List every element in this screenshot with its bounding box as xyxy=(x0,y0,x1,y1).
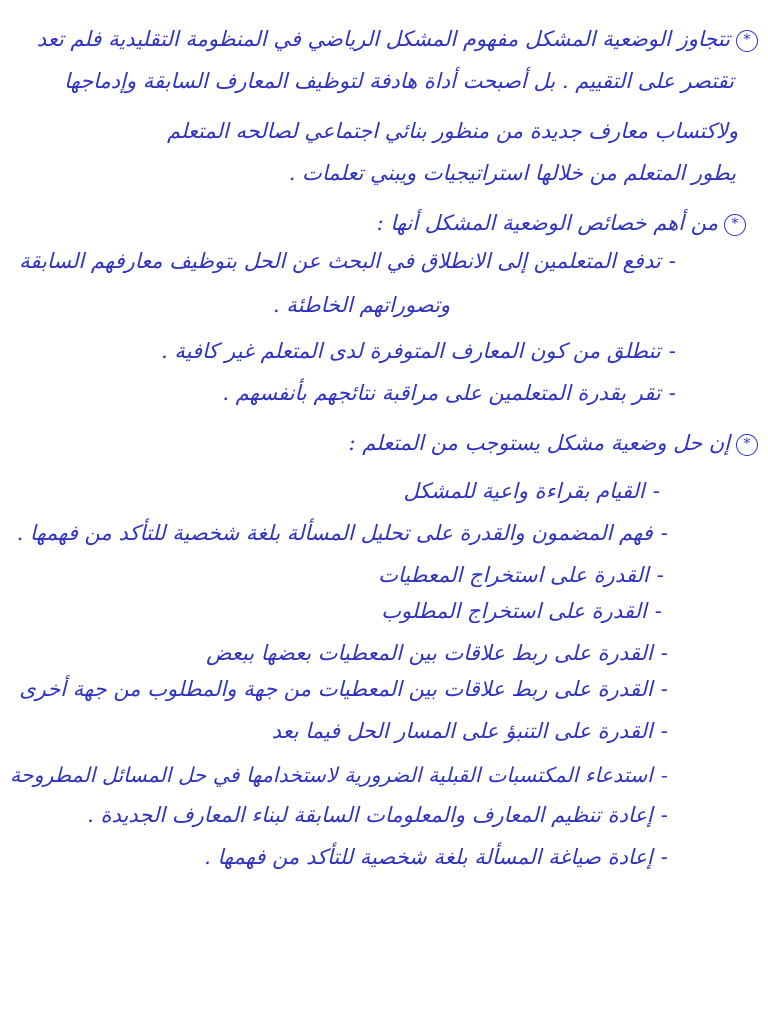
section1-line-4 xyxy=(289,158,736,188)
section3-item-5-text: القدرة على ربط علاقات بين المعطيات بعضها ببعض xyxy=(206,641,653,665)
section3-item-4: -القدرة على استخراج المطلوب xyxy=(381,599,662,623)
section1-text-4: يطور المتعلم من خلالها استراتيجيات ويبني تعلمات . xyxy=(288,161,736,185)
section3-item-6: -القدرة على ربط علاقات بين المعطيات من جهة والمطلوب من جهة أخرى xyxy=(19,677,668,701)
section3-item-8-text: استدعاء المكتسبات القبلية الضرورية لاستخدامها في حل المسائل المطروحة xyxy=(9,763,653,787)
section3-item-7-text: القدرة على التنبؤ على المسار الحل فيما بعد xyxy=(271,719,653,743)
section1-line-2 xyxy=(64,66,734,96)
section3-item-9-text: إعادة تنظيم المعارف والمعلومات السابقة لبناء المعارف الجديدة . xyxy=(87,803,653,827)
section2-item-1-text: تدفع المتعلمين إلى الانطلاق في البحث عن الحل بتوظيف معارفهم السابقة xyxy=(19,249,661,273)
section3-item-9: -إعادة تنظيم المعارف والمعلومات السابقة لبناء المعارف الجديدة . xyxy=(87,803,668,827)
section3-item-2-text: فهم المضمون والقدرة على تحليل المسألة بلغة شخصية للتأكد من فهمها . xyxy=(16,521,653,545)
section2-item-1b-text: وتصوراتهم الخاطئة . xyxy=(272,293,450,317)
section2-item-2: -تنطلق من كون المعارف المتوفرة لدى المتعلم غير كافية . xyxy=(161,339,676,363)
section3-item-10: -إعادة صياغة المسألة بلغة شخصية للتأكد من فهمها . xyxy=(204,845,668,869)
section2-item-1: -تدفع المتعلمين إلى الانطلاق في البحث عن الحل بتوظيف معارفهم السابقة xyxy=(19,249,676,273)
section3-marker: * xyxy=(736,434,758,456)
section3-item-2: -فهم المضمون والقدرة على تحليل المسألة بلغة شخصية للتأكد من فهمها . xyxy=(16,521,668,545)
section3-item-8: -استدعاء المكتسبات القبلية الضرورية لاستخدامها في حل المسائل المطروحة xyxy=(9,763,668,787)
section3-item-5: -القدرة على ربط علاقات بين المعطيات بعضها ببعض xyxy=(206,641,668,665)
section3-item-10-text: إعادة صياغة المسألة بلغة شخصية للتأكد من فهمها . xyxy=(204,845,653,869)
section3-item-7: -القدرة على التنبؤ على المسار الحل فيما بعد xyxy=(271,719,668,743)
section1-line-3 xyxy=(167,116,738,146)
section3-item-6-text: القدرة على ربط علاقات بين المعطيات من جهة والمطلوب من جهة أخرى xyxy=(19,677,653,701)
section1-line-1 xyxy=(37,24,758,54)
section2-heading xyxy=(377,208,746,238)
section3-item-4-text: القدرة على استخراج المطلوب xyxy=(381,599,647,623)
section2-item-3-text: تقر بقدرة المتعلمين على مراقبة نتائجهم بأنفسهم . xyxy=(222,381,661,405)
section2-item-1-cont xyxy=(273,290,450,320)
section3-heading xyxy=(349,428,759,458)
section3-item-1: -القيام بقراءة واعية للمشكل xyxy=(403,479,660,503)
section2-item-3: -تقر بقدرة المتعلمين على مراقبة نتائجهم بأنفسهم . xyxy=(222,381,676,405)
section3-item-3-text: القدرة على استخراج المعطيات xyxy=(378,563,649,587)
section1-text-3: ولاكتساب معارف جديدة من منظور بنائي اجتماعي لصالحه المتعلم xyxy=(167,119,738,143)
section2-marker: * xyxy=(724,214,746,236)
section3-heading-text: إن حل وضعية مشكل يستوجب من المتعلم : xyxy=(348,431,730,455)
section1-text-2: تقتصر على التقييم . بل أصبحت أداة هادفة لتوظيف المعارف السابقة وإدماجها xyxy=(64,69,734,93)
section1-text-1: تتجاوز الوضعية المشكل مفهوم المشكل الرياضي في المنظومة التقليدية فلم تعد xyxy=(36,27,730,51)
section3-item-1-text: القيام بقراءة واعية للمشكل xyxy=(403,479,645,503)
section2-item-2-text: تنطلق من كون المعارف المتوفرة لدى المتعلم غير كافية . xyxy=(161,339,661,363)
section1-marker: * xyxy=(736,30,758,52)
section3-item-3: -القدرة على استخراج المعطيات xyxy=(378,563,664,587)
section2-heading-text: من أهم خصائص الوضعية المشكل أنها : xyxy=(376,211,718,235)
